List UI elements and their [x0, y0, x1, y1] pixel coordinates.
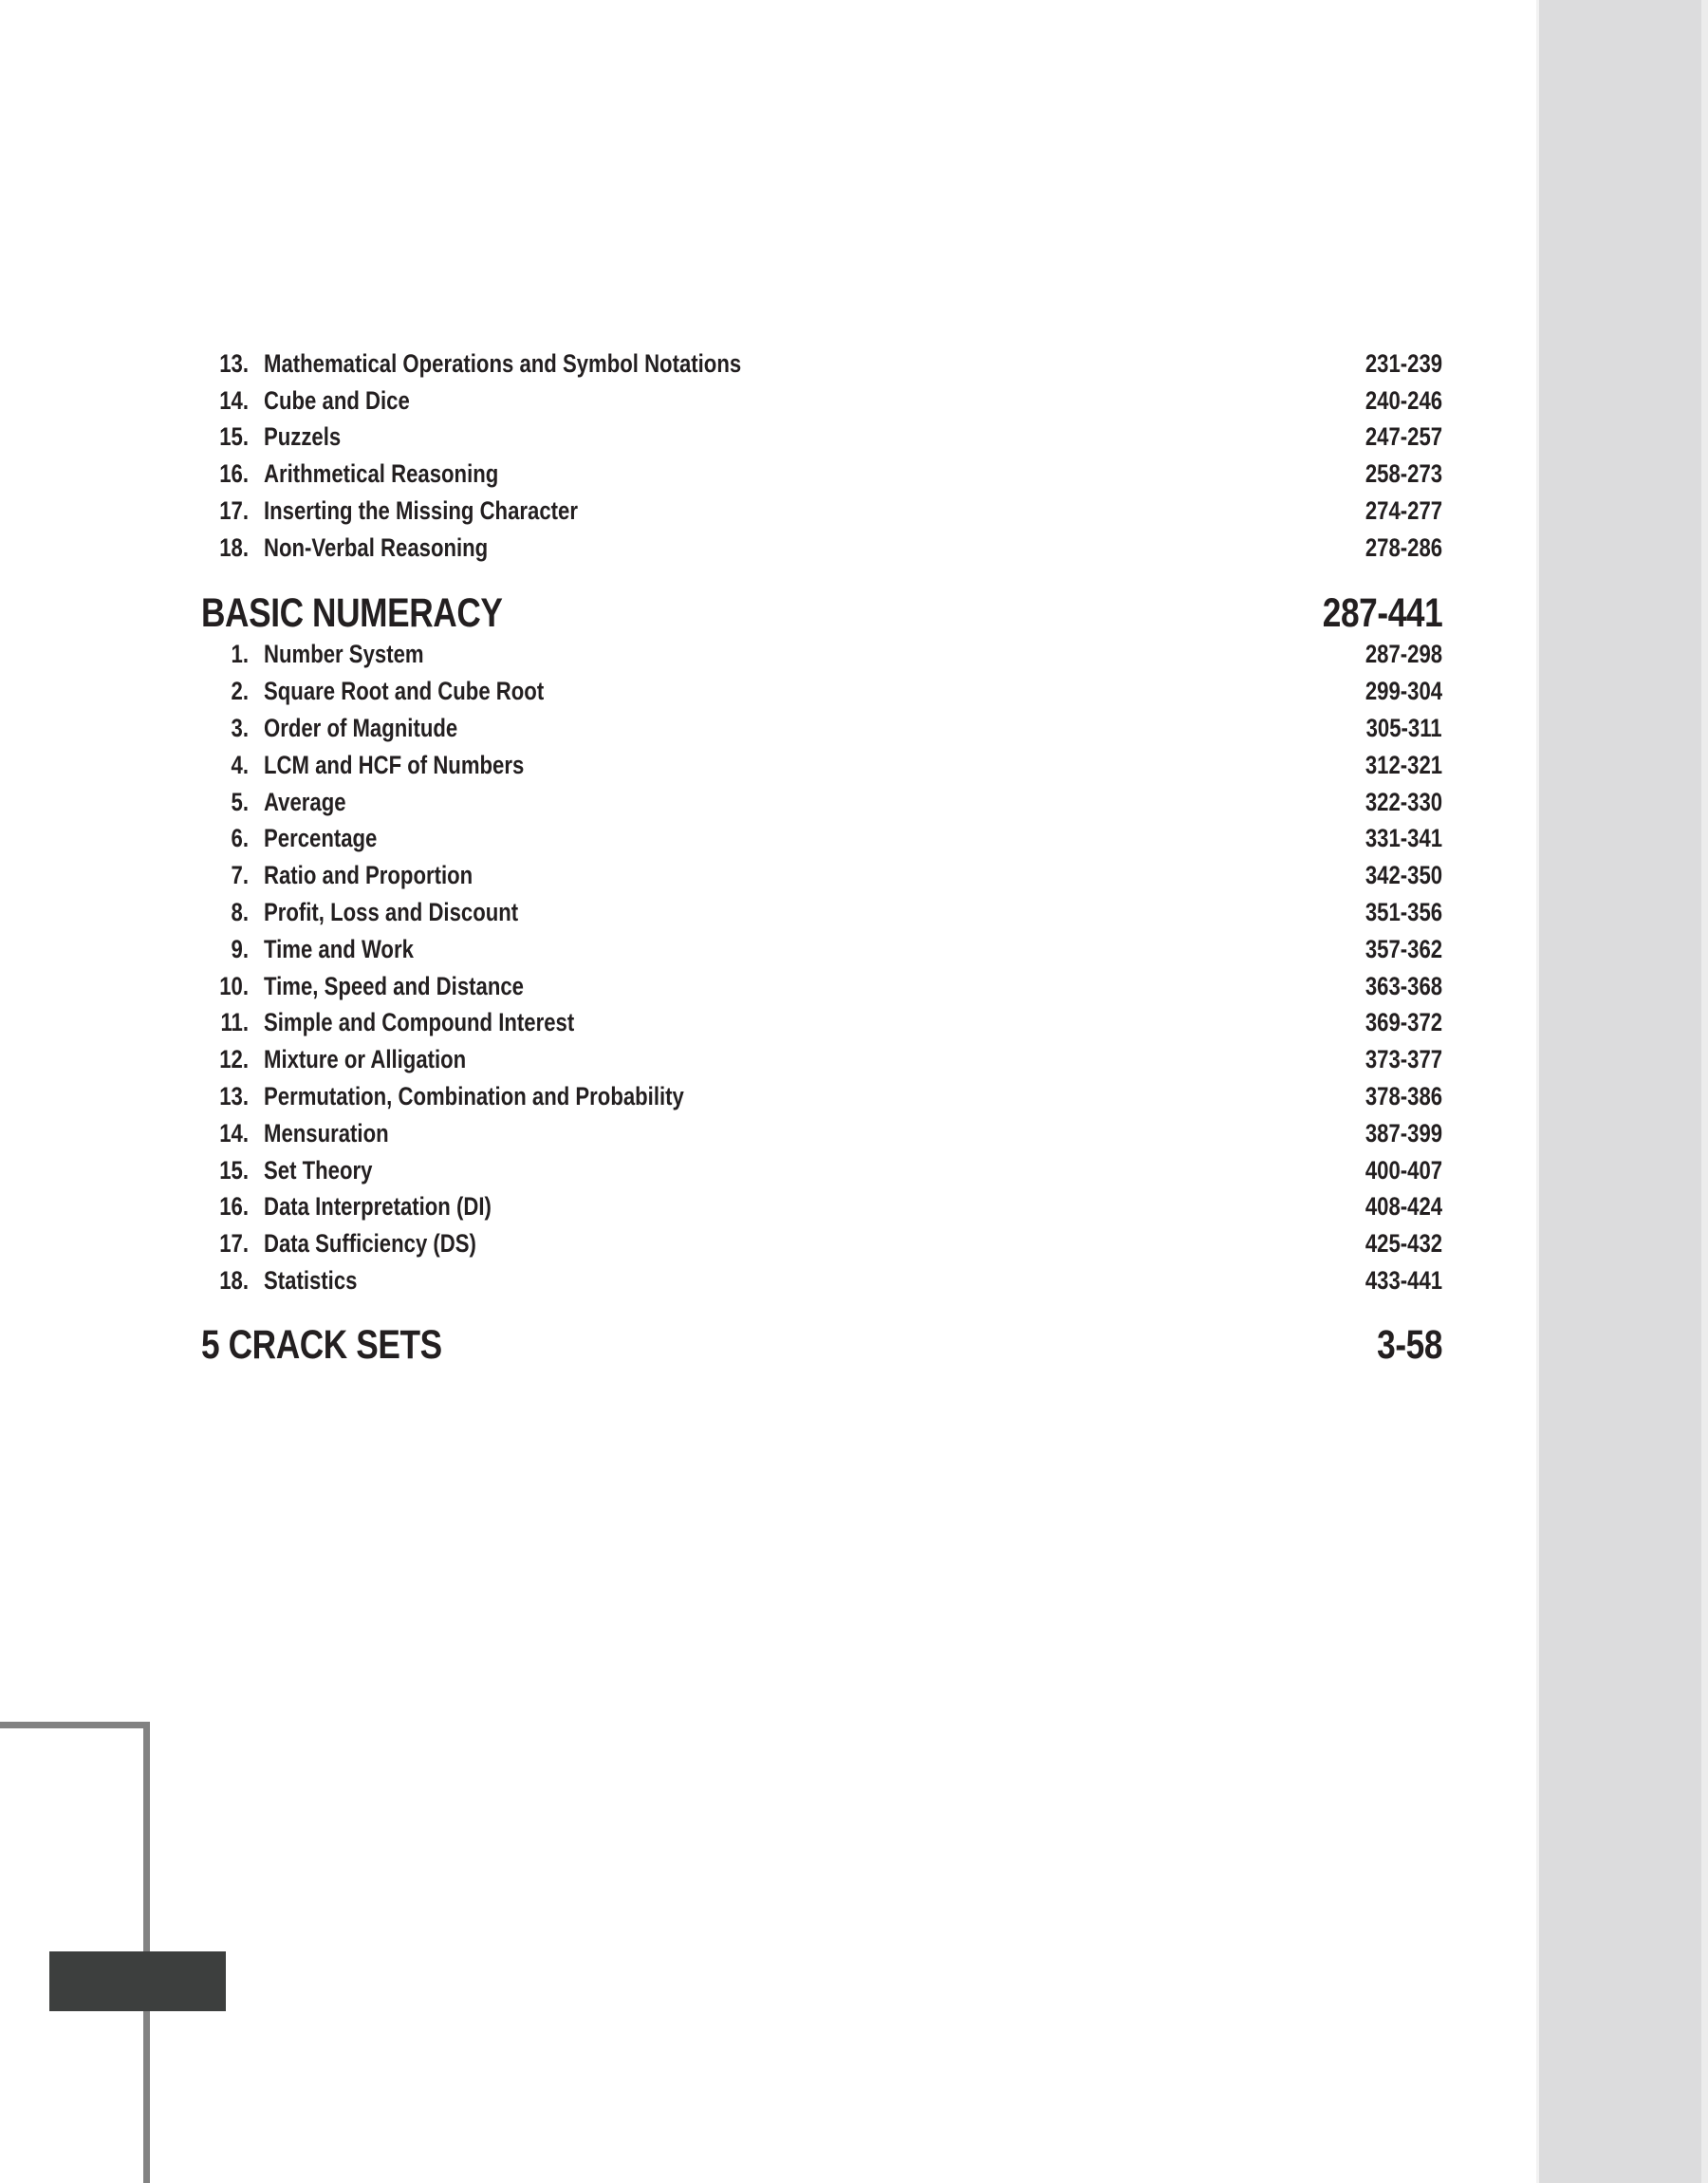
toc-item-title: Puzzels	[264, 422, 342, 452]
toc-item-title: Set Theory	[264, 1155, 373, 1185]
toc-item-pages: 312-321	[1365, 750, 1442, 779]
toc-basic-numeracy-list	[0, 637, 1442, 1299]
toc-row	[0, 931, 1442, 968]
section-pages: 287-441	[1322, 589, 1442, 636]
toc-row	[0, 420, 1442, 457]
section-title: 5 CRACK SETS	[201, 1321, 442, 1368]
toc-item-number: 18.	[219, 1265, 249, 1295]
toc-item-number: 14.	[219, 385, 249, 415]
toc-item-pages: 322-330	[1365, 787, 1442, 816]
toc-row	[0, 710, 1442, 747]
section-heading-basic-numeracy	[0, 590, 1442, 636]
toc-item-title: Time and Work	[264, 934, 414, 963]
corner-ornament-block	[49, 1951, 226, 2011]
toc-item-title: Data Sufficiency (DS)	[264, 1229, 476, 1259]
toc-row	[0, 1225, 1442, 1262]
toc-row	[0, 1041, 1442, 1078]
toc-row	[0, 673, 1442, 710]
toc-tail-list	[0, 345, 1442, 567]
toc-item-title: Cube and Dice	[264, 385, 410, 415]
toc-item-title: Mixture or Alligation	[264, 1045, 467, 1074]
toc-item-number: 17.	[219, 1229, 249, 1259]
toc-item-title: Average	[264, 787, 346, 816]
toc-item-title: Simple and Compound Interest	[264, 1008, 575, 1037]
toc-item-number: 17.	[219, 496, 249, 526]
toc-row	[0, 345, 1442, 382]
toc-item-title: LCM and HCF of Numbers	[264, 750, 525, 779]
toc-item-number: 15.	[219, 1155, 249, 1185]
toc-item-number: 13.	[219, 1081, 249, 1110]
toc-item-pages: 247-257	[1365, 422, 1442, 452]
toc-item-pages: 408-424	[1365, 1192, 1442, 1222]
toc-item-number: 2.	[231, 677, 249, 706]
toc-item-title: Profit, Loss and Discount	[264, 897, 519, 926]
toc-item-title: Order of Magnitude	[264, 713, 458, 742]
toc-item-number: 11.	[220, 1008, 249, 1037]
toc-item-title: Ratio and Proportion	[264, 861, 473, 890]
toc-item-title: Inserting the Missing Character	[264, 496, 578, 526]
toc-item-title: Permutation, Combination and Probability	[264, 1081, 684, 1110]
toc-item-title: Time, Speed and Distance	[264, 971, 524, 1000]
toc-item-number: 15.	[219, 422, 249, 452]
toc-item-number: 9.	[231, 934, 249, 963]
toc-item-pages: 274-277	[1365, 496, 1442, 526]
toc-item-pages: 378-386	[1365, 1081, 1442, 1110]
toc-item-number: 7.	[231, 861, 249, 890]
toc-item-number: 16.	[219, 1192, 249, 1222]
toc-item-number: 3.	[231, 713, 249, 742]
toc-row	[0, 1004, 1442, 1041]
toc-row	[0, 784, 1442, 821]
toc-item-number: 12.	[219, 1045, 249, 1074]
toc-item-pages: 305-311	[1365, 713, 1442, 742]
toc-item-title: Mathematical Operations and Symbol Notations	[264, 348, 742, 378]
toc-item-pages: 231-239	[1365, 348, 1442, 378]
toc-item-pages: 357-362	[1365, 934, 1442, 963]
toc-item-title: Statistics	[264, 1265, 358, 1295]
section-heading-crack-sets	[0, 1322, 1442, 1368]
toc-item-title: Data Interpretation (DI)	[264, 1192, 492, 1222]
toc-row	[0, 1078, 1442, 1115]
toc-item-pages: 240-246	[1365, 385, 1442, 415]
toc-item-number: 14.	[219, 1118, 249, 1147]
toc-item-title: Mensuration	[264, 1118, 389, 1147]
toc-row	[0, 820, 1442, 857]
toc-row	[0, 747, 1442, 784]
toc-item-number: 5.	[231, 787, 249, 816]
toc-item-title: Non-Verbal Reasoning	[264, 532, 489, 562]
toc-item-number: 4.	[231, 750, 249, 779]
toc-item-number: 8.	[231, 897, 249, 926]
toc-item-pages: 299-304	[1365, 677, 1442, 706]
toc-item-pages: 373-377	[1365, 1045, 1442, 1074]
toc-row	[0, 530, 1442, 567]
toc-row	[0, 968, 1442, 1005]
toc-row	[0, 456, 1442, 493]
section-title: BASIC NUMERACY	[201, 589, 503, 636]
toc-item-number: 1.	[231, 640, 249, 669]
toc-item-pages: 278-286	[1365, 532, 1442, 562]
toc-row	[0, 1115, 1442, 1152]
toc-item-pages: 258-273	[1365, 459, 1442, 489]
toc-item-title: Percentage	[264, 824, 378, 853]
toc-row	[0, 1188, 1442, 1225]
toc-item-pages: 369-372	[1365, 1008, 1442, 1037]
toc-item-number: 13.	[219, 348, 249, 378]
toc-item-pages: 425-432	[1365, 1229, 1442, 1259]
toc-item-title: Arithmetical Reasoning	[264, 459, 499, 489]
toc-row	[0, 1152, 1442, 1189]
toc-item-pages: 363-368	[1365, 971, 1442, 1000]
toc-item-number: 16.	[219, 459, 249, 489]
toc-row	[0, 637, 1442, 674]
toc-item-pages: 387-399	[1365, 1118, 1442, 1147]
toc-item-number: 10.	[219, 971, 249, 1000]
section-pages: 3-58	[1377, 1321, 1442, 1368]
toc-item-title: Number System	[264, 640, 424, 669]
toc-row	[0, 894, 1442, 931]
corner-ornament-hline	[0, 1722, 150, 1728]
toc-item-pages: 287-298	[1365, 640, 1442, 669]
toc-item-number: 6.	[231, 824, 249, 853]
toc-row	[0, 493, 1442, 530]
toc-item-pages: 342-350	[1365, 861, 1442, 890]
toc-item-pages: 400-407	[1365, 1155, 1442, 1185]
toc-row	[0, 857, 1442, 894]
toc-item-number: 18.	[219, 532, 249, 562]
toc-row	[0, 382, 1442, 420]
toc-item-pages: 433-441	[1365, 1265, 1442, 1295]
page-edge-bar	[1536, 0, 1708, 2183]
toc-item-title: Square Root and Cube Root	[264, 677, 545, 706]
toc-item-pages: 331-341	[1365, 824, 1442, 853]
toc-row	[0, 1262, 1442, 1299]
toc-item-pages: 351-356	[1365, 897, 1442, 926]
